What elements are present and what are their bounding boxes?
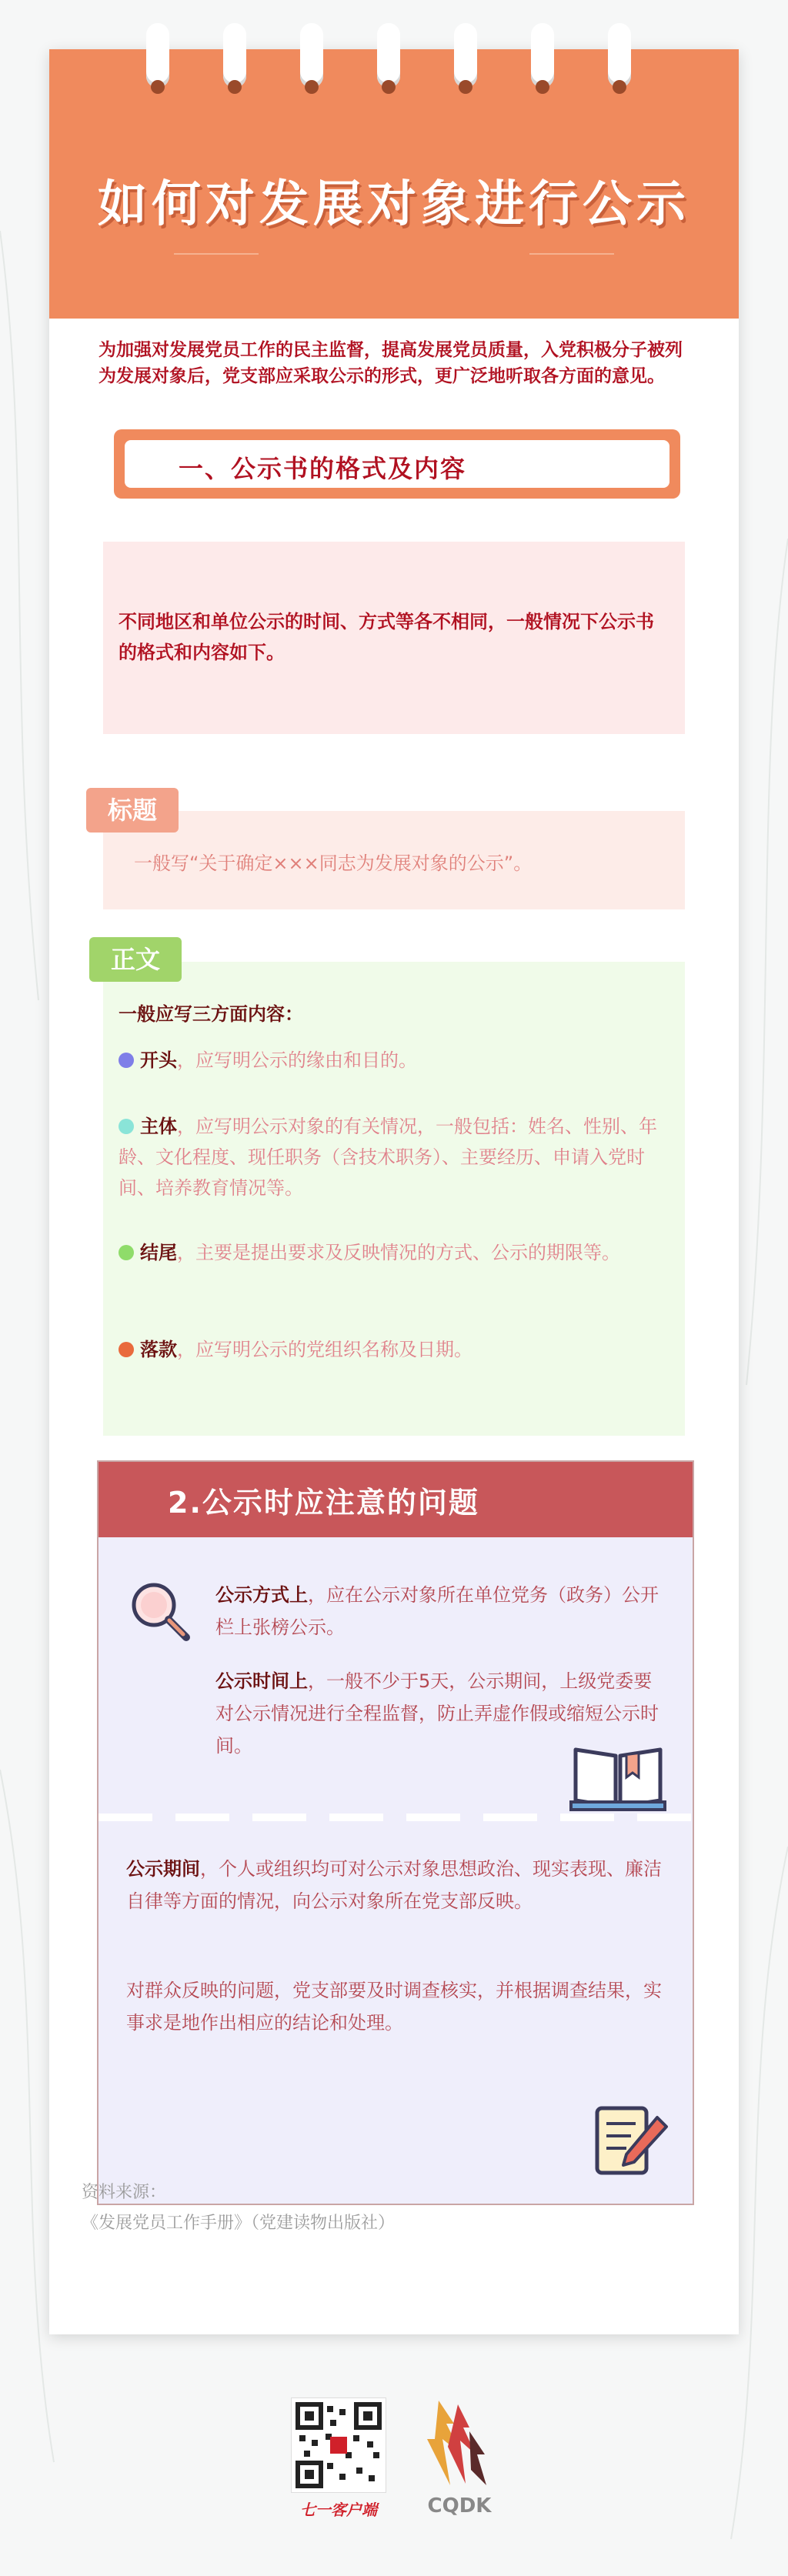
body-box: [103, 962, 685, 1436]
section1-heading-box: [114, 429, 680, 499]
body-tag: 正文: [89, 937, 182, 982]
title-tag: 标题: [86, 788, 179, 833]
section2-p1: 公示方式上，应在公示对象所在单位党务（政务）公开栏上张榜公示。: [215, 1584, 659, 1638]
magnifier-icon: [126, 1577, 194, 1645]
body-item-ending: 结尾，主要是提出要求及反映情况的方式、公示的期限等。: [119, 1237, 665, 1268]
source-text: 《发展党员工作手册》（党建读物出版社）: [82, 2214, 396, 2233]
source-label: 资料来源：: [82, 2183, 167, 2202]
title-underline: [529, 253, 614, 255]
body-lead: 一般应写三方面内容：: [119, 1003, 303, 1025]
book-icon: [569, 1739, 666, 1813]
content-card: [49, 49, 739, 2334]
document-pen-icon: [591, 2101, 671, 2181]
section1-desc-box: [103, 542, 685, 734]
title-text: 一般写“关于确定×××同志为发展对象的公示”。: [134, 853, 533, 874]
section2-heading: 2.公示时应注意的问题: [168, 1486, 479, 1520]
bullet-dot: [119, 1342, 134, 1357]
bullet-dot: [119, 1053, 134, 1068]
body-item-opening: 开头，应写明公示的缘由和目的。: [119, 1045, 665, 1076]
title-underline: [174, 253, 259, 255]
dashed-divider: [98, 1811, 693, 1824]
page-title: 如何对发展对象进行公示: [98, 176, 690, 233]
bullet-dot: [119, 1119, 134, 1134]
source-note: [82, 2177, 395, 2239]
section1-heading: 一、公示书的格式及内容: [179, 454, 467, 483]
binder-ring: [300, 23, 323, 88]
binder-ring: [531, 23, 554, 88]
title-box: [103, 811, 685, 909]
intro-text: 为加强对发展党员工作的民主监督，提高发展党员质量，入党积极分子被列为发展对象后，党支部应采取公示的形式，更广泛地听取各方面的意见。: [98, 340, 683, 386]
qr-code: [291, 2397, 386, 2493]
section2-p2: 公示时间上，一般不少于5天，公示期间，上级党委要对公示情况进行全程监督，防止弄虚作假或缩短公示时间。: [215, 1670, 659, 1757]
binder-ring: [454, 23, 477, 88]
body-item-main: 主体，应写明公示对象的有关情况，一般包括：姓名、性别、年龄、文化程度、现任职务（含技术职务）、主要经历、申请入党时间、培养教育情况等。: [119, 1116, 657, 1199]
binder-ring: [146, 23, 169, 88]
bullet-dot: [119, 1245, 134, 1260]
logo-text: CQDK: [427, 2494, 492, 2518]
body-item-signature: 落款，应写明公示的党组织名称及日期。: [119, 1334, 665, 1365]
section1-desc: 不同地区和单位公示的时间、方式等各不相同，一般情况下公示书的格式和内容如下。: [119, 611, 654, 663]
qr-label: 七一客户端: [300, 2501, 377, 2519]
section2-p3: 公示期间，个人或组织均可对公示对象思想政治、现实表现、廉洁自律等方面的情况，向公示对象所在党支部反映。: [126, 1858, 662, 1912]
section2-header: [98, 1462, 693, 1537]
section2-p4: 对群众反映的问题，党支部要及时调查核实，并根据调查结果，实事求是地作出相应的结论和处理。: [126, 1980, 662, 2034]
binder-ring: [223, 23, 246, 88]
binder-ring: [608, 23, 631, 88]
binder-ring: [377, 23, 400, 88]
section2-box: [97, 1460, 694, 2205]
header-banner: [49, 49, 739, 319]
